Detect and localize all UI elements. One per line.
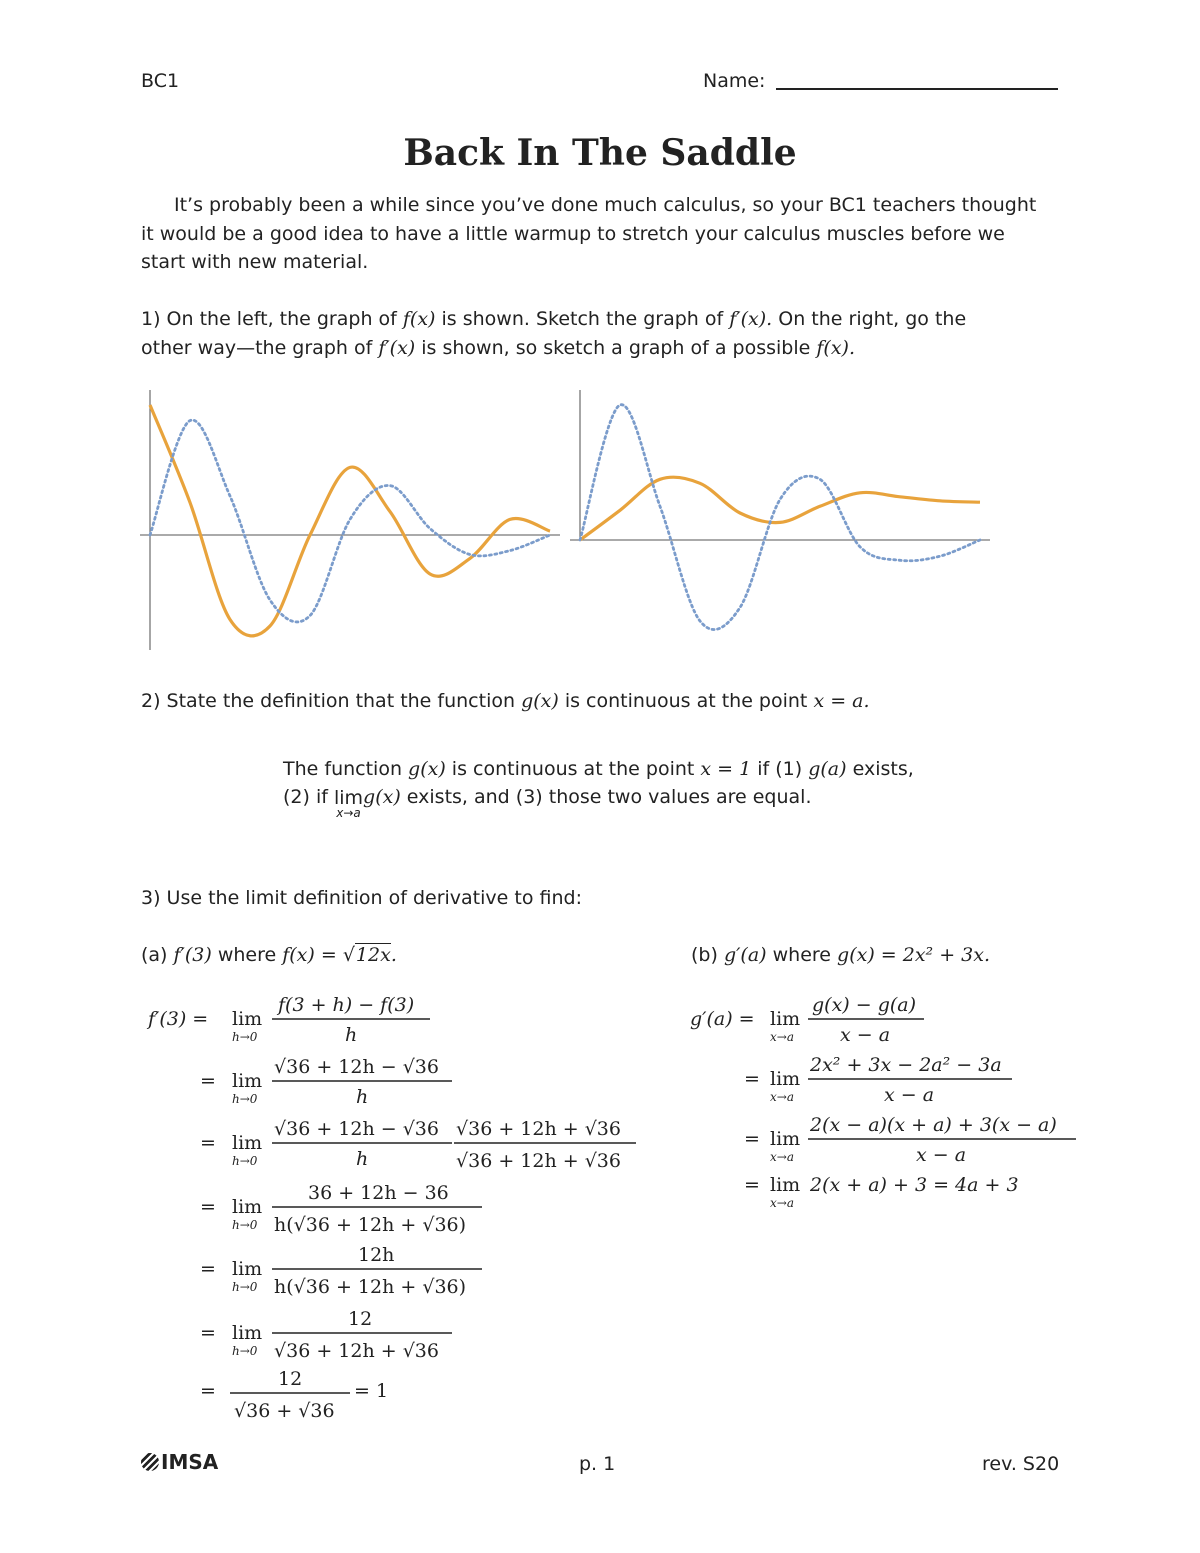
q2-math: x = a.	[813, 690, 870, 712]
svg-text:=: =	[200, 1070, 216, 1092]
svg-text:lim: lim	[770, 1008, 801, 1030]
q3b-text: where	[772, 944, 831, 966]
name-input-line[interactable]	[776, 88, 1058, 90]
svg-text:lim: lim	[232, 1008, 263, 1030]
logo-text: IMSA	[161, 1450, 219, 1474]
svg-text:2x² + 3x − 2a² − 3a: 2x² + 3x − 2a² − 3a	[810, 1054, 1002, 1076]
svg-text:lim: lim	[232, 1196, 263, 1218]
solution-b	[688, 985, 1088, 1215]
intro-line: It’s probably been a while since you’ve done much calculus, so your BC1 teachers thought	[174, 194, 1037, 216]
answer-text: exists,	[852, 758, 914, 780]
sqrt-12x: √12x.	[342, 944, 397, 966]
limit-operator	[333, 787, 364, 821]
q2-text: 2) State the definition that the function	[141, 690, 516, 712]
svg-text:=: =	[744, 1128, 760, 1150]
q2-answer	[283, 755, 1043, 821]
svg-text:12: 12	[348, 1308, 373, 1330]
question-1	[141, 305, 1081, 362]
q1-math: f′(x).	[729, 308, 773, 330]
graphs	[140, 385, 1000, 655]
dotted-series-line	[150, 420, 550, 622]
q3a-label: (a)	[141, 944, 168, 966]
q1-math: f(x).	[816, 336, 856, 359]
revision-label: rev. S20	[982, 1453, 1060, 1475]
svg-text:h: h	[356, 1086, 369, 1108]
svg-text:12: 12	[278, 1368, 303, 1390]
svg-text:12h: 12h	[358, 1244, 395, 1266]
answer-math: g(x)	[408, 758, 446, 780]
q1-text: other way—the graph of	[141, 336, 373, 359]
globe-icon	[141, 1453, 159, 1471]
answer-text: (2) if	[283, 786, 328, 808]
answer-math: g(a)	[808, 758, 847, 780]
svg-text:h→0: h→0	[232, 1030, 258, 1044]
svg-text:lim: lim	[770, 1128, 801, 1150]
svg-text:36 + 12h − 36: 36 + 12h − 36	[308, 1182, 449, 1204]
svg-text:h: h	[356, 1148, 369, 1170]
svg-text:x→a: x→a	[770, 1090, 794, 1104]
right-graph	[570, 390, 990, 630]
lim-text: lim	[333, 787, 364, 809]
svg-text:lim: lim	[770, 1174, 801, 1196]
q1-text: 1) On the left, the graph of	[141, 308, 397, 330]
q3b-math: g′(a)	[723, 944, 767, 966]
svg-text:h: h	[345, 1024, 358, 1046]
svg-text:√36 + 12h − √36: √36 + 12h − √36	[274, 1118, 439, 1140]
q1-text: is shown. Sketch the graph of	[441, 308, 724, 330]
q3b-math: g(x) = 2x² + 3x.	[837, 944, 990, 966]
svg-text:x − a: x − a	[916, 1144, 967, 1166]
answer-text: exists, and (3) those two values are equal.	[406, 786, 812, 808]
svg-text:= 1: = 1	[354, 1380, 389, 1402]
q3a-math: f′(3)	[173, 944, 212, 966]
svg-text:√36 + 12h + √36: √36 + 12h + √36	[274, 1340, 439, 1362]
svg-text:=: =	[200, 1196, 216, 1218]
question-2	[141, 690, 870, 712]
answer-math: g(x)	[363, 786, 401, 808]
q3a-prompt	[141, 944, 397, 966]
svg-text:h→0: h→0	[232, 1218, 258, 1232]
imsa-logo	[141, 1450, 218, 1474]
q1-math: f(x)	[402, 308, 436, 330]
svg-text:lim: lim	[232, 1132, 263, 1154]
svg-text:lim: lim	[232, 1070, 263, 1092]
svg-text:x→a: x→a	[770, 1150, 794, 1164]
svg-text:x→a: x→a	[770, 1030, 794, 1044]
solid-series-line	[580, 477, 980, 540]
svg-text:√36 + 12h + √36: √36 + 12h + √36	[456, 1118, 621, 1140]
q3a-math: f(x) =	[282, 944, 343, 966]
q1-text: is shown, so sketch a graph of a possible	[421, 336, 811, 359]
q2-text: is continuous at the point	[564, 690, 808, 712]
svg-text:=: =	[744, 1174, 760, 1196]
svg-text:x − a: x − a	[884, 1084, 935, 1106]
q1-math: f′(x)	[378, 336, 416, 359]
radicand: 12x	[355, 944, 391, 966]
left-graph	[140, 390, 560, 650]
svg-text:h(√36 + 12h + √36): h(√36 + 12h + √36)	[274, 1214, 467, 1236]
q1-text: On the right, go the	[778, 308, 967, 330]
intro-line: start with new material.	[141, 251, 369, 273]
svg-text:f(3 + h) − f(3): f(3 + h) − f(3)	[278, 994, 415, 1016]
svg-text:h(√36 + 12h + √36): h(√36 + 12h + √36)	[274, 1276, 467, 1298]
svg-text:f′(3) =: f′(3) =	[148, 1008, 209, 1030]
intro-paragraph	[141, 191, 1081, 277]
name-label: Name:	[703, 70, 766, 92]
page-number: p. 1	[579, 1453, 616, 1475]
svg-text:h→0: h→0	[232, 1154, 258, 1168]
q2-math: g(x)	[521, 690, 559, 712]
q3b-label: (b)	[691, 944, 718, 966]
svg-text:g′(a) =: g′(a) =	[690, 1008, 755, 1030]
svg-text:lim: lim	[232, 1258, 263, 1280]
svg-text:=: =	[200, 1258, 216, 1280]
svg-text:g(x) − g(a): g(x) − g(a)	[812, 994, 917, 1016]
solid-series-line	[150, 405, 550, 636]
svg-text:2(x + a) + 3 = 4a + 3: 2(x + a) + 3 = 4a + 3	[810, 1174, 1019, 1196]
answer-text: The function	[283, 758, 402, 780]
svg-text:x→a: x→a	[770, 1196, 794, 1210]
svg-text:√36 + 12h + √36: √36 + 12h + √36	[456, 1150, 621, 1172]
svg-text:=: =	[200, 1380, 216, 1402]
answer-math: x = 1	[700, 758, 752, 780]
svg-text:=: =	[744, 1068, 760, 1090]
dotted-series-line	[580, 405, 980, 630]
svg-text:h→0: h→0	[232, 1092, 258, 1106]
q3b-prompt	[691, 944, 990, 966]
svg-text:h→0: h→0	[232, 1280, 258, 1294]
svg-text:√36 + 12h − √36: √36 + 12h − √36	[274, 1056, 439, 1078]
svg-text:lim: lim	[232, 1322, 263, 1344]
solution-a	[140, 985, 660, 1435]
page-title: Back In The Saddle	[403, 132, 797, 174]
course-label: BC1	[141, 70, 180, 92]
svg-text:√36 + √36: √36 + √36	[234, 1400, 335, 1422]
answer-text: if (1)	[757, 758, 803, 780]
lim-subscript: x→a	[336, 806, 361, 820]
svg-text:=: =	[200, 1132, 216, 1154]
answer-text: is continuous at the point	[451, 758, 695, 780]
svg-text:h→0: h→0	[232, 1344, 258, 1358]
svg-text:2(x − a)(x + a) + 3(x − a): 2(x − a)(x + a) + 3(x − a)	[810, 1114, 1057, 1136]
svg-text:lim: lim	[770, 1068, 801, 1090]
question-3-prompt: 3) Use the limit definition of derivative to find:	[141, 887, 582, 909]
svg-text:x − a: x − a	[840, 1024, 891, 1046]
svg-text:=: =	[200, 1322, 216, 1344]
q3a-text: where	[217, 944, 277, 966]
intro-line: it would be a good idea to have a little warmup to stretch your calculus muscles before we	[141, 222, 1005, 245]
